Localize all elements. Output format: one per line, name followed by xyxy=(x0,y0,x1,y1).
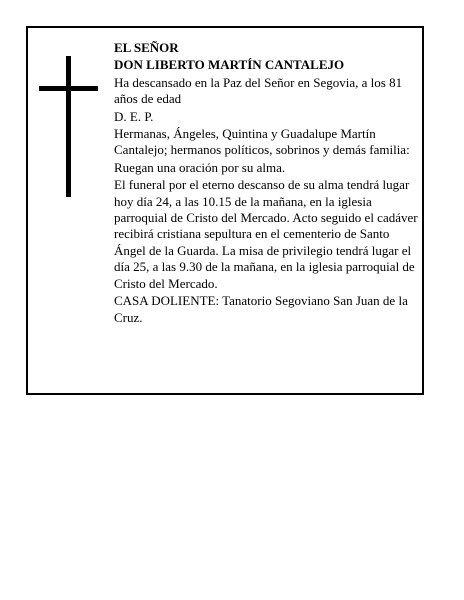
death-announcement: Ha descansado en la Paz del Señor en Segovia, a los 81 años de edad xyxy=(114,74,403,107)
funeral-details: El funeral por el eterno descanso de su alma tendrá lugar hoy día 24, a las 10.15 de la mañana, en la iglesia parroquial de Cristo del Mercado. Acto seguido el cadáver recibirá cristiana sepultura en el cementerio de Santo Ángel de la Guarda. La misa de privilegio tendrá lugar el día 25, a las 9.30 de la mañana, en la iglesia parroquial de Cristo del Mercado. xyxy=(114,177,418,291)
prayer-request: Ruegan una oración por su alma. xyxy=(114,159,286,175)
rip-line: D. E. P. xyxy=(114,108,154,124)
obituary-text xyxy=(114,40,418,327)
deceased-name: DON LIBERTO MARTÍN CANTALEJO xyxy=(114,57,345,73)
mourners-line: Hermanas, Ángeles, Quintina y Guadalupe Martín Cantalejo; hermanos políticos, sobrinos y demás familia: xyxy=(114,126,410,158)
title-line-1: EL SEÑOR xyxy=(114,40,179,55)
cross-horizontal-bar xyxy=(39,86,98,91)
obituary-notice xyxy=(26,26,424,395)
mourning-house: CASA DOLIENTE: Tanatorio Segoviano San Juan de la Cruz. xyxy=(114,293,408,325)
cross-vertical-bar xyxy=(66,56,71,197)
